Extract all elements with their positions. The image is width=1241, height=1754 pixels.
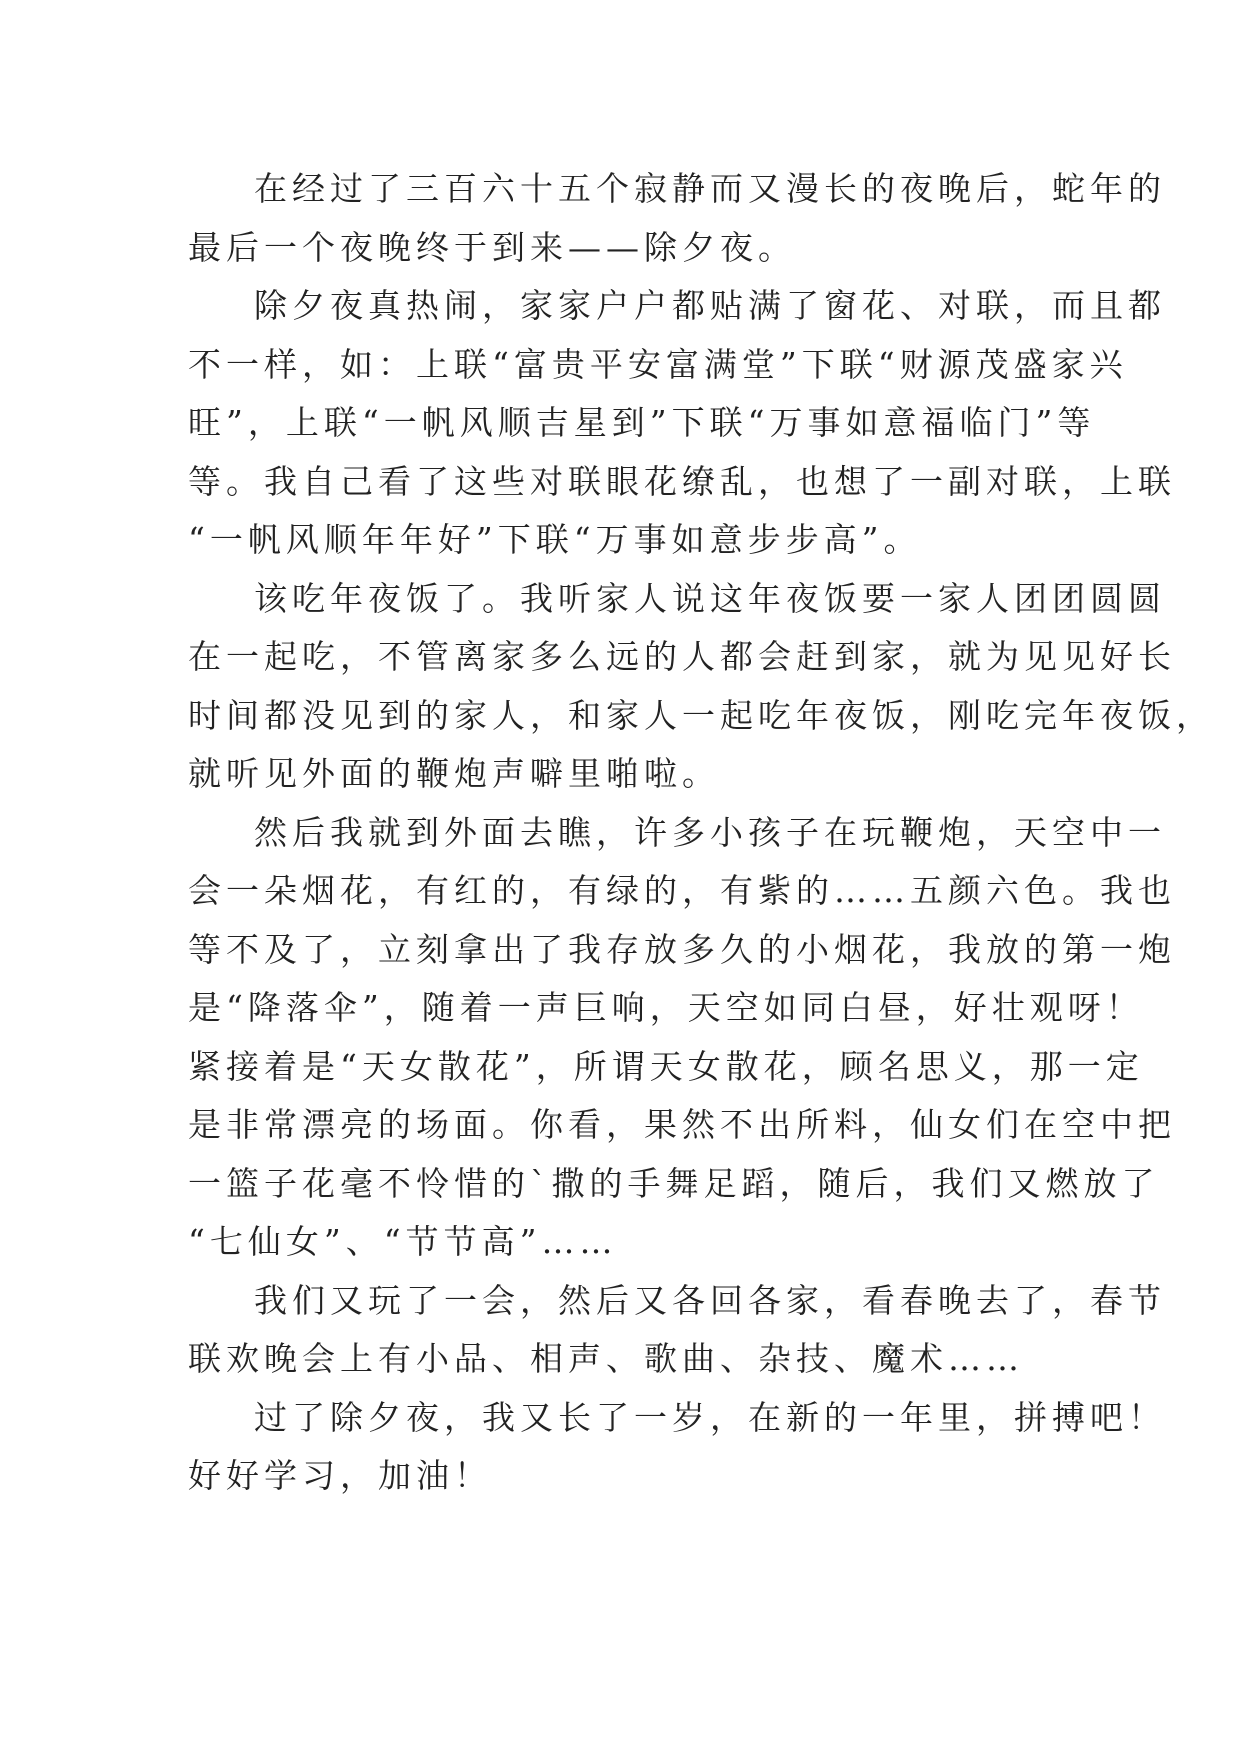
paragraph-4-line-4: 是“降落伞”，随着一声巨响，天空如同白昼，好壮观呀！ [188, 988, 1144, 1027]
paragraph-3-line-4: 就听见外面的鞭炮声噼里啪啦。 [188, 754, 720, 793]
paragraph-1-line-2: 最后一个夜晚终于到来——除夕夜。 [188, 227, 796, 267]
paragraph-4-line-8: “七仙女”、“节节高”…… [188, 1222, 618, 1261]
paragraph-3-line-1: 该吃年夜饭了。我听家人说这年夜饭要一家人团团圆圆 [254, 578, 1166, 618]
paragraph-4-line-5: 紧接着是“天女散花”，所谓天女散花，顾名思义，那一定 [188, 1046, 1144, 1086]
paragraph-2-line-5: “一帆风顺年年好”下联“万事如意步步高”。 [188, 520, 922, 559]
paragraph-3-line-2: 在一起吃，不管离家多么远的人都会赶到家，就为见见好长 [188, 637, 1176, 676]
paragraph-6-line-2: 好好学习，加油！ [188, 1456, 492, 1495]
paragraph-4-line-3: 等不及了，立刻拿出了我存放多久的小烟花，我放的第一炮 [188, 929, 1176, 969]
paragraph-4-line-7: 一篮子花毫不怜惜的`撒的手舞足蹈，随后，我们又燃放了 [188, 1163, 1160, 1203]
paragraph-4-line-2: 会一朵烟花，有红的，有绿的，有紫的……五颜六色。我也 [188, 871, 1176, 910]
paragraph-5-line-2: 联欢晚会上有小品、相声、歌曲、杂技、魔术…… [188, 1339, 1024, 1378]
paragraph-2-line-4: 等。我自己看了这些对联眼花缭乱，也想了一副对联，上联 [188, 461, 1176, 501]
paragraph-5-line-1: 我们又玩了一会，然后又各回各家，看春晚去了，春节 [254, 1280, 1166, 1320]
paragraph-3-line-3: 时间都没见到的家人，和家人一起吃年夜饭，刚吃完年夜饭， [188, 695, 1214, 735]
paragraph-2-line-2: 不一样，如：上联“富贵平安富满堂”下联“财源茂盛家兴 [188, 344, 1128, 384]
paragraph-2-line-3: 旺”，上联“一帆风顺吉星到”下联“万事如意福临门”等 [188, 403, 1096, 442]
paragraph-4-line-1: 然后我就到外面去瞧，许多小孩子在玩鞭炮，天空中一 [254, 812, 1166, 852]
paragraph-2-line-1: 除夕夜真热闹，家家户户都贴满了窗花、对联，而且都 [254, 286, 1166, 325]
essay-body [188, 160, 1214, 1506]
paragraph-6-line-1: 过了除夕夜，我又长了一岁，在新的一年里，拼搏吧！ [254, 1397, 1166, 1437]
paragraph-1-line-1: 在经过了三百六十五个寂静而又漫长的夜晚后，蛇年的 [254, 169, 1166, 208]
paragraph-4-line-6: 是非常漂亮的场面。你看，果然不出所料，仙女们在空中把 [188, 1105, 1176, 1144]
